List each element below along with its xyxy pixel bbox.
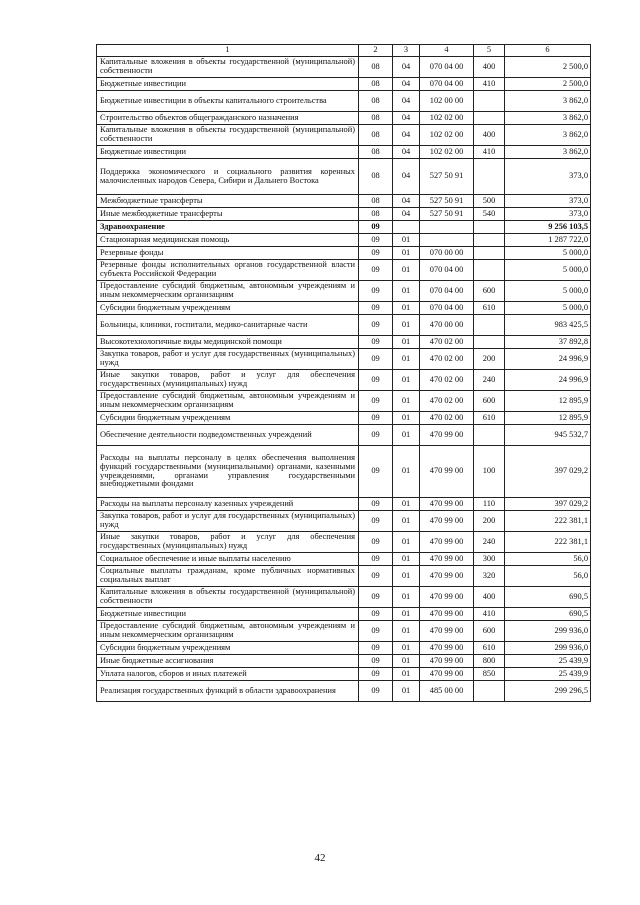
row-section-cell: 09 [359, 446, 393, 498]
row-subsection-cell: 01 [393, 642, 420, 655]
row-section-cell: 09 [359, 532, 393, 553]
row-name-cell: Капитальные вложения в объекты государственной (муниципальной) собственности [97, 57, 359, 78]
row-amount-cell: 24 996,9 [505, 370, 591, 391]
row-section-cell: 08 [359, 57, 393, 78]
page-number: 42 [314, 852, 326, 864]
row-subsection-cell: 04 [393, 125, 420, 146]
row-amount-cell: 56,0 [505, 566, 591, 587]
row-subsection-cell: 01 [393, 498, 420, 511]
row-subsection-cell: 01 [393, 336, 420, 349]
header-col-6: 6 [505, 45, 591, 57]
row-amount-cell: 5 000,0 [505, 260, 591, 281]
row-expense-type-cell: 610 [474, 642, 505, 655]
header-col-5: 5 [474, 45, 505, 57]
row-target-article-cell: 470 02 00 [420, 370, 474, 391]
row-name-cell: Капитальные вложения в объекты государственной (муниципальной) собственности [97, 587, 359, 608]
table-row [97, 336, 591, 349]
row-target-article-cell: 470 99 00 [420, 553, 474, 566]
row-amount-cell: 373,0 [505, 159, 591, 195]
table-row [97, 195, 591, 208]
row-expense-type-cell [474, 681, 505, 702]
row-amount-cell: 12 895,9 [505, 412, 591, 425]
row-section-cell: 08 [359, 208, 393, 221]
table-row [97, 349, 591, 370]
row-section-cell: 08 [359, 112, 393, 125]
row-section-cell: 08 [359, 146, 393, 159]
row-subsection-cell: 01 [393, 566, 420, 587]
row-section-cell: 09 [359, 302, 393, 315]
row-target-article-cell: 470 99 00 [420, 608, 474, 621]
row-amount-cell: 983 425,5 [505, 315, 591, 336]
row-name-cell: Закупка товаров, работ и услуг для государственных (муниципальных) нужд [97, 511, 359, 532]
row-target-article-cell: 470 99 00 [420, 642, 474, 655]
row-subsection-cell: 01 [393, 425, 420, 446]
row-target-article-cell: 485 00 00 [420, 681, 474, 702]
row-name-cell: Социальные выплаты гражданам, кроме публичных нормативных социальных выплат [97, 566, 359, 587]
table-row [97, 553, 591, 566]
row-name-cell: Поддержка экономического и социального развития коренных малочисленных народов Севера, Сибири и Дальнего Востока [97, 159, 359, 195]
table-row [97, 446, 591, 498]
row-subsection-cell: 04 [393, 78, 420, 91]
row-target-article-cell: 070 04 00 [420, 260, 474, 281]
row-expense-type-cell [474, 159, 505, 195]
row-subsection-cell: 01 [393, 247, 420, 260]
row-name-cell: Расходы на выплаты персоналу в целях обеспечения выполнения функций государственными (муниципальными) органами, казенными учреждениями, органами управления государственными внебюджетными фондами [97, 446, 359, 498]
row-section-cell: 08 [359, 78, 393, 91]
header-row [97, 45, 591, 57]
row-subsection-cell: 01 [393, 281, 420, 302]
row-expense-type-cell: 320 [474, 566, 505, 587]
row-target-article-cell: 527 50 91 [420, 195, 474, 208]
row-target-article-cell [420, 221, 474, 234]
row-name-cell: Субсидии бюджетным учреждениям [97, 412, 359, 425]
table-row [97, 621, 591, 642]
row-section-cell: 09 [359, 668, 393, 681]
row-section-cell: 09 [359, 315, 393, 336]
row-subsection-cell: 01 [393, 587, 420, 608]
table-row [97, 208, 591, 221]
row-amount-cell: 690,5 [505, 587, 591, 608]
table-row [97, 511, 591, 532]
row-expense-type-cell [474, 221, 505, 234]
row-expense-type-cell: 540 [474, 208, 505, 221]
row-target-article-cell: 470 02 00 [420, 412, 474, 425]
row-expense-type-cell: 300 [474, 553, 505, 566]
row-subsection-cell: 04 [393, 57, 420, 78]
table-row [97, 159, 591, 195]
row-name-cell: Предоставление субсидий бюджетным, автономным учреждениям и иным некоммерческим организациям [97, 391, 359, 412]
budget-table-container [96, 44, 590, 702]
row-expense-type-cell [474, 91, 505, 112]
row-target-article-cell: 070 04 00 [420, 57, 474, 78]
row-target-article-cell: 470 99 00 [420, 446, 474, 498]
table-row [97, 112, 591, 125]
table-row [97, 425, 591, 446]
row-subsection-cell: 01 [393, 668, 420, 681]
row-amount-cell: 299 936,0 [505, 642, 591, 655]
row-expense-type-cell [474, 234, 505, 247]
row-name-cell: Высокотехнологичные виды медицинской помощи [97, 336, 359, 349]
row-subsection-cell: 01 [393, 621, 420, 642]
row-amount-cell: 5 000,0 [505, 302, 591, 315]
row-amount-cell: 1 287 722,0 [505, 234, 591, 247]
table-row [97, 608, 591, 621]
row-name-cell: Межбюджетные трансферты [97, 195, 359, 208]
row-subsection-cell: 01 [393, 655, 420, 668]
row-target-article-cell: 527 50 91 [420, 159, 474, 195]
row-name-cell: Уплата налогов, сборов и иных платежей [97, 668, 359, 681]
row-name-cell: Бюджетные инвестиции [97, 146, 359, 159]
table-row [97, 642, 591, 655]
table-row [97, 247, 591, 260]
table-row [97, 57, 591, 78]
row-expense-type-cell: 500 [474, 195, 505, 208]
row-target-article-cell: 070 00 00 [420, 247, 474, 260]
row-target-article-cell [420, 234, 474, 247]
row-subsection-cell: 04 [393, 208, 420, 221]
row-amount-cell: 9 256 103,5 [505, 221, 591, 234]
row-name-cell: Бюджетные инвестиции [97, 608, 359, 621]
row-target-article-cell: 102 02 00 [420, 146, 474, 159]
row-section-cell: 09 [359, 234, 393, 247]
row-name-cell: Предоставление субсидий бюджетным, автономным учреждениям и иным некоммерческим организациям [97, 281, 359, 302]
row-expense-type-cell: 200 [474, 511, 505, 532]
row-name-cell: Здравоохранение [97, 221, 359, 234]
row-name-cell: Иные закупки товаров, работ и услуг для обеспечения государственных (муниципальных) нужд [97, 370, 359, 391]
row-expense-type-cell: 240 [474, 370, 505, 391]
row-subsection-cell: 01 [393, 315, 420, 336]
row-subsection-cell: 04 [393, 146, 420, 159]
row-name-cell: Обеспечение деятельности подведомственных учреждений [97, 425, 359, 446]
table-row [97, 668, 591, 681]
row-expense-type-cell [474, 336, 505, 349]
row-subsection-cell: 01 [393, 234, 420, 247]
row-amount-cell: 5 000,0 [505, 247, 591, 260]
row-target-article-cell: 470 02 00 [420, 336, 474, 349]
row-section-cell: 09 [359, 498, 393, 511]
row-subsection-cell: 01 [393, 553, 420, 566]
table-row [97, 532, 591, 553]
table-row [97, 146, 591, 159]
row-expense-type-cell: 240 [474, 532, 505, 553]
row-target-article-cell: 470 99 00 [420, 425, 474, 446]
row-target-article-cell: 470 99 00 [420, 587, 474, 608]
row-name-cell: Резервные фонды [97, 247, 359, 260]
row-target-article-cell: 070 04 00 [420, 302, 474, 315]
row-target-article-cell: 470 00 00 [420, 315, 474, 336]
row-expense-type-cell: 610 [474, 412, 505, 425]
row-amount-cell: 397 029,2 [505, 446, 591, 498]
row-section-cell: 09 [359, 425, 393, 446]
row-amount-cell: 373,0 [505, 208, 591, 221]
row-target-article-cell: 470 99 00 [420, 498, 474, 511]
row-subsection-cell: 01 [393, 608, 420, 621]
row-name-cell: Закупка товаров, работ и услуг для государственных (муниципальных) нужд [97, 349, 359, 370]
row-subsection-cell: 01 [393, 349, 420, 370]
row-name-cell: Стационарная медицинская помощь [97, 234, 359, 247]
table-row [97, 91, 591, 112]
row-expense-type-cell: 400 [474, 125, 505, 146]
row-section-cell: 09 [359, 391, 393, 412]
row-expense-type-cell [474, 112, 505, 125]
row-section-cell: 08 [359, 195, 393, 208]
table-row [97, 566, 591, 587]
row-section-cell: 09 [359, 247, 393, 260]
row-target-article-cell: 470 99 00 [420, 621, 474, 642]
row-expense-type-cell: 200 [474, 349, 505, 370]
row-section-cell: 08 [359, 91, 393, 112]
row-section-cell: 08 [359, 159, 393, 195]
row-expense-type-cell [474, 247, 505, 260]
row-subsection-cell: 01 [393, 370, 420, 391]
header-col-1: 1 [97, 45, 359, 57]
row-name-cell: Иные бюджетные ассигнования [97, 655, 359, 668]
row-section-cell: 09 [359, 621, 393, 642]
row-subsection-cell: 01 [393, 681, 420, 702]
row-subsection-cell: 01 [393, 511, 420, 532]
row-amount-cell: 3 862,0 [505, 146, 591, 159]
row-name-cell: Субсидии бюджетным учреждениям [97, 642, 359, 655]
row-subsection-cell: 01 [393, 446, 420, 498]
row-target-article-cell: 470 02 00 [420, 349, 474, 370]
row-section-cell: 09 [359, 553, 393, 566]
row-amount-cell: 299 936,0 [505, 621, 591, 642]
row-expense-type-cell: 600 [474, 621, 505, 642]
row-amount-cell: 37 892,8 [505, 336, 591, 349]
table-row [97, 587, 591, 608]
table-row [97, 125, 591, 146]
row-expense-type-cell: 800 [474, 655, 505, 668]
row-amount-cell: 24 996,9 [505, 349, 591, 370]
row-amount-cell: 2 500,0 [505, 78, 591, 91]
table-row [97, 234, 591, 247]
row-amount-cell: 2 500,0 [505, 57, 591, 78]
row-amount-cell: 222 381,1 [505, 532, 591, 553]
row-target-article-cell: 070 04 00 [420, 281, 474, 302]
row-expense-type-cell [474, 425, 505, 446]
row-section-cell: 09 [359, 511, 393, 532]
row-amount-cell: 690,5 [505, 608, 591, 621]
row-subsection-cell: 04 [393, 195, 420, 208]
row-amount-cell: 397 029,2 [505, 498, 591, 511]
table-row [97, 221, 591, 234]
row-amount-cell: 25 439,9 [505, 655, 591, 668]
row-expense-type-cell: 400 [474, 57, 505, 78]
row-amount-cell: 12 895,9 [505, 391, 591, 412]
table-row [97, 498, 591, 511]
row-target-article-cell: 470 99 00 [420, 655, 474, 668]
row-name-cell: Субсидии бюджетным учреждениям [97, 302, 359, 315]
budget-table [96, 44, 591, 702]
row-name-cell: Бюджетные инвестиции в объекты капитального строительства [97, 91, 359, 112]
header-col-4: 4 [420, 45, 474, 57]
row-subsection-cell: 04 [393, 159, 420, 195]
row-name-cell: Строительство объектов общегражданского назначения [97, 112, 359, 125]
row-amount-cell: 373,0 [505, 195, 591, 208]
row-expense-type-cell [474, 260, 505, 281]
row-amount-cell: 222 381,1 [505, 511, 591, 532]
row-name-cell: Резервные фонды исполнительных органов государственной власти субъекта Российской Федерации [97, 260, 359, 281]
row-expense-type-cell: 850 [474, 668, 505, 681]
table-row [97, 315, 591, 336]
row-amount-cell: 3 862,0 [505, 91, 591, 112]
row-expense-type-cell: 110 [474, 498, 505, 511]
table-row [97, 302, 591, 315]
row-section-cell: 09 [359, 566, 393, 587]
row-target-article-cell: 470 99 00 [420, 532, 474, 553]
row-target-article-cell: 102 00 00 [420, 91, 474, 112]
table-row [97, 260, 591, 281]
row-name-cell: Реализация государственных функций в области здравоохранения [97, 681, 359, 702]
row-expense-type-cell: 610 [474, 302, 505, 315]
row-section-cell: 09 [359, 655, 393, 668]
row-expense-type-cell: 100 [474, 446, 505, 498]
table-row [97, 681, 591, 702]
row-name-cell: Расходы на выплаты персоналу казенных учреждений [97, 498, 359, 511]
table-body [97, 57, 591, 702]
row-subsection-cell: 01 [393, 260, 420, 281]
row-section-cell: 09 [359, 370, 393, 391]
row-section-cell: 09 [359, 281, 393, 302]
table-row [97, 412, 591, 425]
row-target-article-cell: 070 04 00 [420, 78, 474, 91]
row-section-cell: 09 [359, 608, 393, 621]
row-target-article-cell: 470 99 00 [420, 511, 474, 532]
header-col-2: 2 [359, 45, 393, 57]
row-target-article-cell: 470 02 00 [420, 391, 474, 412]
row-target-article-cell: 102 02 00 [420, 112, 474, 125]
row-expense-type-cell [474, 315, 505, 336]
row-section-cell: 09 [359, 260, 393, 281]
row-expense-type-cell: 410 [474, 78, 505, 91]
row-section-cell: 08 [359, 125, 393, 146]
row-name-cell: Капитальные вложения в объекты государственной (муниципальной) собственности [97, 125, 359, 146]
row-target-article-cell: 470 99 00 [420, 566, 474, 587]
row-amount-cell: 945 532,7 [505, 425, 591, 446]
row-target-article-cell: 470 99 00 [420, 668, 474, 681]
row-section-cell: 09 [359, 642, 393, 655]
row-name-cell: Иные закупки товаров, работ и услуг для обеспечения государственных (муниципальных) нужд [97, 532, 359, 553]
row-amount-cell: 3 862,0 [505, 125, 591, 146]
row-target-article-cell: 527 50 91 [420, 208, 474, 221]
header-col-3: 3 [393, 45, 420, 57]
row-subsection-cell: 01 [393, 412, 420, 425]
table-row [97, 281, 591, 302]
row-subsection-cell [393, 221, 420, 234]
row-amount-cell: 56,0 [505, 553, 591, 566]
table-row [97, 370, 591, 391]
table-row [97, 78, 591, 91]
table-row [97, 391, 591, 412]
row-subsection-cell: 01 [393, 532, 420, 553]
row-section-cell: 09 [359, 587, 393, 608]
row-expense-type-cell: 410 [474, 608, 505, 621]
row-target-article-cell: 102 02 00 [420, 125, 474, 146]
row-section-cell: 09 [359, 412, 393, 425]
row-name-cell: Предоставление субсидий бюджетным, автономным учреждениям и иным некоммерческим организациям [97, 621, 359, 642]
row-name-cell: Иные межбюджетные трансферты [97, 208, 359, 221]
row-expense-type-cell: 600 [474, 281, 505, 302]
row-section-cell: 09 [359, 336, 393, 349]
row-subsection-cell: 01 [393, 391, 420, 412]
row-subsection-cell: 01 [393, 302, 420, 315]
row-expense-type-cell: 410 [474, 146, 505, 159]
row-subsection-cell: 04 [393, 112, 420, 125]
row-amount-cell: 25 439,9 [505, 668, 591, 681]
row-subsection-cell: 04 [393, 91, 420, 112]
row-amount-cell: 3 862,0 [505, 112, 591, 125]
row-name-cell: Социальное обеспечение и иные выплаты населению [97, 553, 359, 566]
row-section-cell: 09 [359, 681, 393, 702]
row-section-cell: 09 [359, 221, 393, 234]
row-section-cell: 09 [359, 349, 393, 370]
row-expense-type-cell: 400 [474, 587, 505, 608]
row-name-cell: Больницы, клиники, госпитали, медико-санитарные части [97, 315, 359, 336]
row-name-cell: Бюджетные инвестиции [97, 78, 359, 91]
table-row [97, 655, 591, 668]
row-amount-cell: 299 296,5 [505, 681, 591, 702]
row-amount-cell: 5 000,0 [505, 281, 591, 302]
row-expense-type-cell: 600 [474, 391, 505, 412]
